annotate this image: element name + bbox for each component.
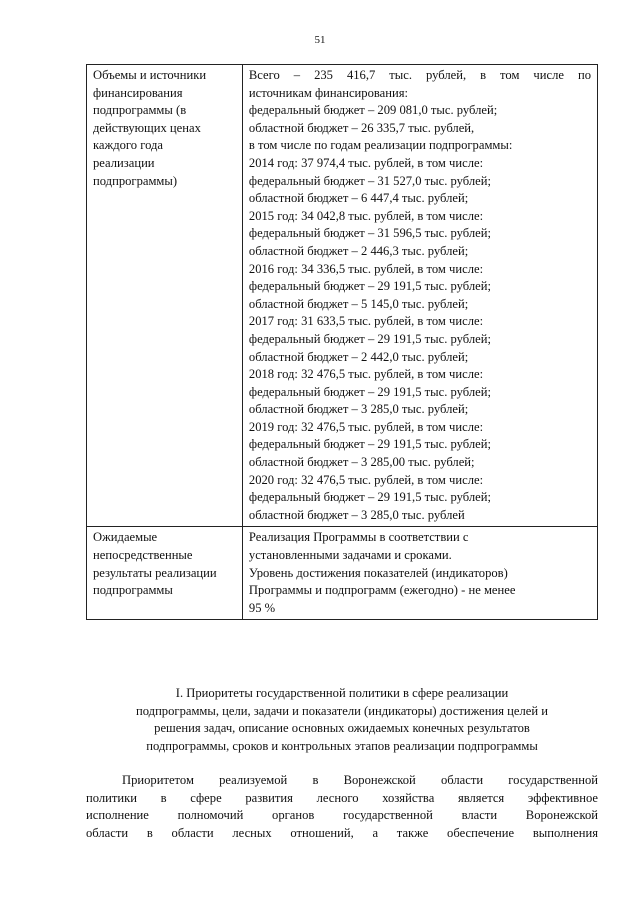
financing-label-line: каждого года [93, 138, 164, 153]
body-paragraph [86, 772, 598, 842]
financing-value-line: областной бюджет – 5 145,0 тыс. рублей; [248, 296, 469, 311]
financing-value-line: областной бюджет – 2 442,0 тыс. рублей; [248, 349, 469, 364]
financing-value-cell [242, 65, 597, 527]
section-heading-line: подпрограммы, сроков и контрольных этапов реализации подпрограммы [146, 738, 538, 753]
financing-total-line: Всего – 235 416,7 тыс. рублей, в том числе по [248, 68, 591, 82]
section-heading-line: подпрограммы, цели, задачи и показатели (индикаторы) достижения целей и [135, 703, 548, 718]
financing-year-line: 2020 год: 32 476,5 тыс. рублей, в том числе: [248, 472, 484, 487]
financing-year-line: 2014 год: 37 974,4 тыс. рублей, в том числе: [248, 155, 484, 170]
paragraph-line: политики в сфере развития лесного хозяйства является эффективное [86, 790, 598, 805]
paragraph-line: Приоритетом реализуемой в Воронежской области государственной [122, 773, 598, 787]
financing-year-line: 2015 год: 34 042,8 тыс. рублей, в том числе: [248, 208, 484, 223]
financing-value-line: областной бюджет – 3 285,00 тыс. рублей; [248, 455, 475, 470]
financing-label-line: подпрограммы) [93, 173, 178, 188]
expected-results-label-cell [87, 527, 243, 620]
expected-value-line: Реализация Программы в соответствии с [248, 530, 469, 545]
subprogram-passport-table [86, 64, 598, 620]
expected-results-value-cell [242, 527, 597, 620]
expected-value-line: Программы и подпрограмм (ежегодно) - не менее [248, 583, 516, 598]
expected-value-line: 95 % [248, 600, 276, 615]
paragraph-line: области в области лесных отношений, а также обеспечение выполнения [86, 825, 598, 840]
expected-results-row [87, 527, 598, 620]
financing-value-line: областной бюджет – 2 446,3 тыс. рублей; [248, 243, 469, 258]
financing-value-line: федеральный бюджет – 31 527,0 тыс. рублей; [248, 173, 491, 188]
financing-year-line: 2019 год: 32 476,5 тыс. рублей, в том числе: [248, 419, 484, 434]
expected-label-line: непосредственные [93, 548, 193, 563]
financing-year-line: 2017 год: 31 633,5 тыс. рублей, в том числе: [248, 314, 484, 329]
section-heading [86, 685, 598, 755]
expected-value-line: Уровень достижения показателей (индикаторов) [248, 565, 508, 580]
financing-value-line: областной бюджет – 3 285,0 тыс. рублей [248, 507, 465, 522]
financing-value-line: федеральный бюджет – 29 191,5 тыс. рублей; [248, 279, 491, 294]
expected-label-line: подпрограммы [93, 583, 173, 598]
financing-label-line: подпрограммы (в [93, 103, 187, 118]
financing-label-cell [87, 65, 243, 527]
expected-value-line: установленными задачами и сроками. [248, 548, 452, 563]
financing-label-line: реализации [93, 155, 155, 170]
financing-label-line: действующих ценах [93, 120, 201, 135]
paragraph-line: исполнение полномочий органов государственной власти Воронежской [86, 808, 598, 823]
financing-value-line: в том числе по годам реализации подпрограммы: [248, 138, 513, 153]
expected-label-line: Ожидаемые [93, 530, 158, 545]
financing-label-line: Объемы и источники [93, 68, 207, 82]
financing-value-line: федеральный бюджет – 29 191,5 тыс. рублей; [248, 437, 491, 452]
financing-value-line: областной бюджет – 6 447,4 тыс. рублей; [248, 191, 469, 206]
financing-year-line: 2018 год: 32 476,5 тыс. рублей, в том числе: [248, 367, 484, 382]
financing-value-line: источникам финансирования: [248, 85, 409, 100]
financing-row [87, 65, 598, 527]
financing-value-line: федеральный бюджет – 29 191,5 тыс. рублей; [248, 490, 491, 505]
section-heading-line: решения задач, описание основных ожидаемых конечных результатов [154, 721, 530, 736]
financing-value-line: областной бюджет – 26 335,7 тыс. рублей, [248, 120, 475, 135]
financing-value-line: федеральный бюджет – 29 191,5 тыс. рублей; [248, 331, 491, 346]
financing-value-line: федеральный бюджет – 31 596,5 тыс. рублей; [248, 226, 491, 241]
financing-value-line: федеральный бюджет – 29 191,5 тыс. рублей; [248, 384, 491, 399]
financing-year-line: 2016 год: 34 336,5 тыс. рублей, в том числе: [248, 261, 484, 276]
expected-label-line: результаты реализации [93, 565, 217, 580]
financing-label-line: финансирования [93, 85, 183, 100]
financing-value-line: областной бюджет – 3 285,0 тыс. рублей; [248, 402, 469, 417]
section-heading-line: I. Приоритеты государственной политики в сфере реализации [175, 686, 509, 700]
financing-value-line: федеральный бюджет – 209 081,0 тыс. рублей; [248, 103, 498, 118]
page-number: 51 [314, 34, 326, 46]
